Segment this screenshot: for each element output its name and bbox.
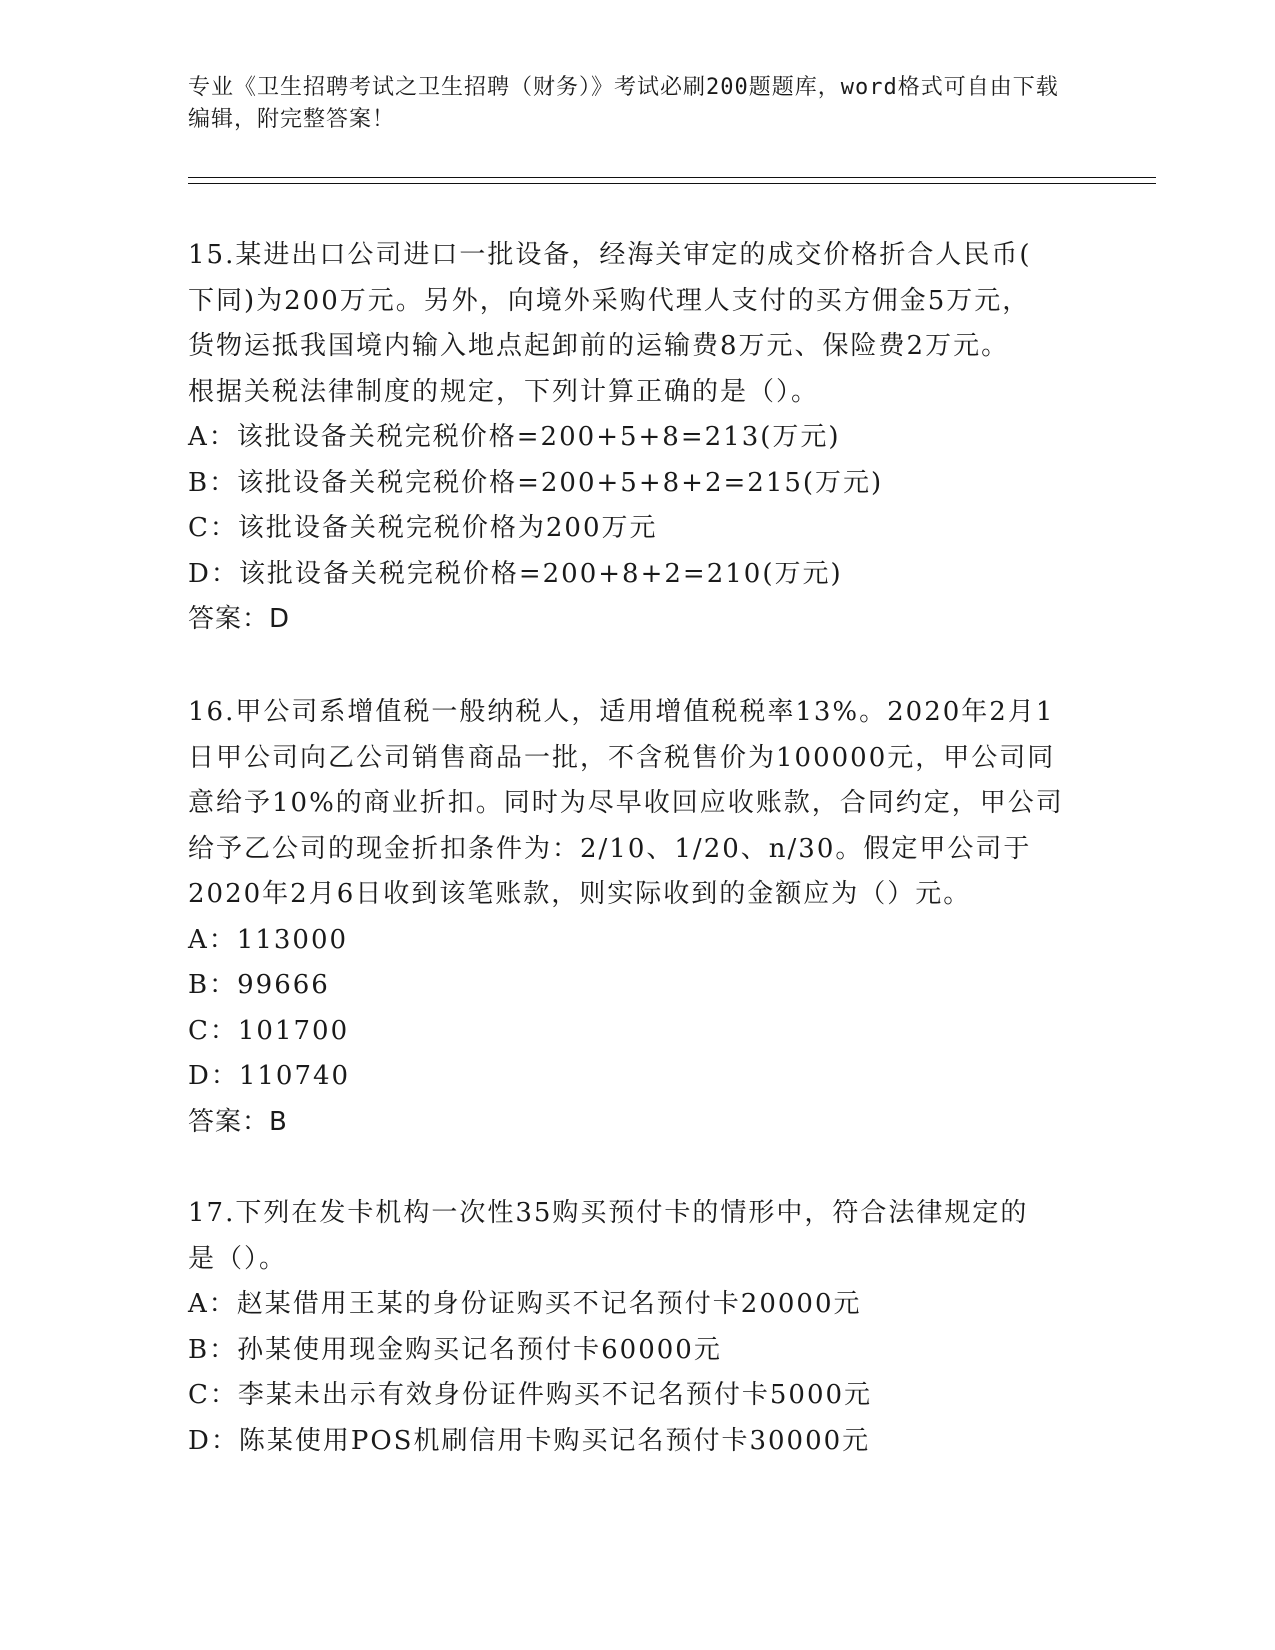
question-stem-line: 给予乙公司的现金折扣条件为：2/10、1/20、n/30。假定甲公司于	[188, 833, 1032, 864]
option-d: D：110740	[188, 1061, 351, 1091]
option-c: C：101700	[188, 1015, 350, 1046]
question-stem-line: 根据关税法律制度的规定，下列计算正确的是（）。	[188, 376, 820, 407]
option-c: C：李某未出示有效身份证件购买不记名预付卡5000元	[188, 1380, 873, 1410]
header-divider-top	[188, 177, 1156, 178]
option-b: B：99666	[188, 970, 330, 1000]
option-d: D：陈某使用POS机刷信用卡购买记名预付卡30000元	[188, 1425, 871, 1456]
question-16	[188, 690, 1088, 1145]
option-c: C：该批设备关税完税价格为200万元	[188, 513, 658, 543]
header-divider-bottom	[188, 183, 1156, 184]
question-stem-line: 下同)为200万元。另外，向境外采购代理人支付的买方佣金5万元，	[188, 285, 1031, 316]
question-stem-line: 15.某进出口公司进口一批设备，经海关审定的成交价格折合人民币(	[188, 240, 1032, 270]
question-stem-line: 2020年2月6日收到该笔账款，则实际收到的金额应为（）元。	[188, 879, 972, 909]
option-b: B：该批设备关税完税价格=200+5+8+2=215(万元)	[188, 467, 884, 498]
option-a: A：赵某借用王某的身份证购买不记名预付卡20000元	[188, 1289, 862, 1319]
question-17	[188, 1191, 1088, 1464]
answer-line: 答案：D	[188, 604, 291, 634]
question-stem-line: 16.甲公司系增值税一般纳税人，适用增值税税率13%。2020年2月1	[188, 697, 1055, 727]
answer-line: 答案：B	[188, 1106, 288, 1137]
question-stem-line: 是（）。	[188, 1243, 288, 1274]
option-a: A：113000	[188, 924, 349, 955]
question-stem-line: 货物运抵我国境内输入地点起卸前的运输费8万元、保险费2万元。	[188, 331, 1010, 361]
option-d: D：该批设备关税完税价格=200+8+2=210(万元)	[188, 558, 843, 589]
question-stem-line: 17.下列在发卡机构一次性35购买预付卡的情形中，符合法律规定的	[188, 1198, 1029, 1228]
question-stem-line: 意给予10%的商业折扣。同时为尽早收回应收账款，合同约定，甲公司	[188, 788, 1064, 818]
document-header: 专业《卫生招聘考试之卫生招聘（财务）》考试必刷200题题库，word格式可自由下载编辑，附完整答案！	[188, 75, 1059, 132]
option-b: B：孙某使用现金购买记名预付卡60000元	[188, 1334, 722, 1365]
question-stem-line: 日甲公司向乙公司销售商品一批，不含税售价为100000元，甲公司同	[188, 742, 1056, 773]
option-a: A：该批设备关税完税价格=200+5+8=213(万元)	[188, 422, 841, 452]
question-15	[188, 233, 1088, 643]
